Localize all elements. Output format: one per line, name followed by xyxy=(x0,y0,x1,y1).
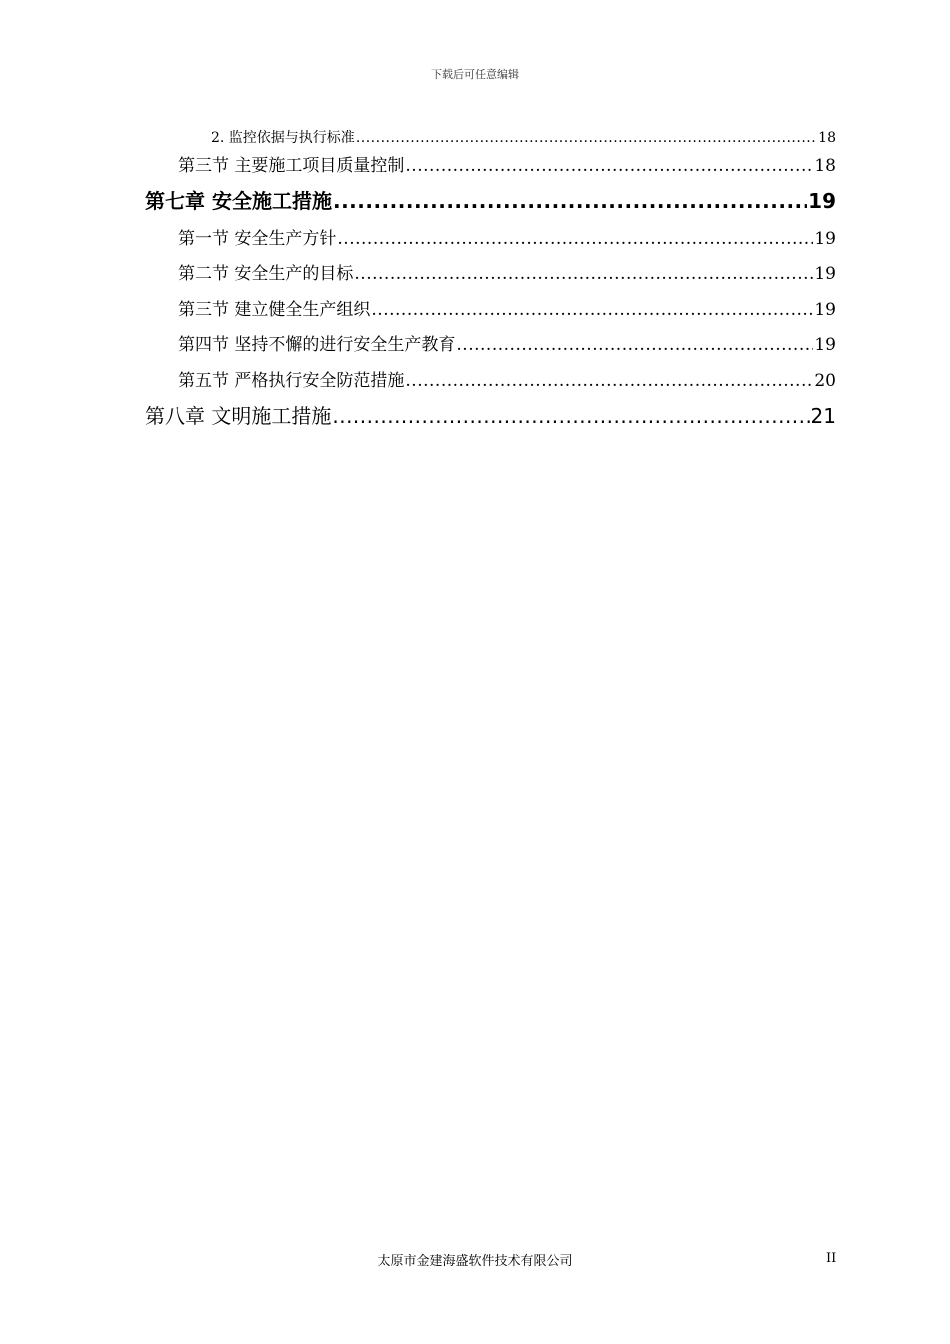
toc-entry-label: 第三节 主要施工项目质量控制 xyxy=(178,156,405,176)
dot-leader xyxy=(332,404,809,428)
toc-entry-page: 19 xyxy=(808,189,836,213)
dot-leader xyxy=(337,229,813,249)
toc-entry-page: 19 xyxy=(814,300,836,320)
dot-leader xyxy=(333,189,807,213)
toc-entry-label: 第三节 建立健全生产组织 xyxy=(178,300,371,320)
toc-entry-page: 19 xyxy=(814,229,836,249)
toc-entry-safety-policy[interactable] xyxy=(178,224,836,249)
dot-leader xyxy=(456,335,813,355)
toc-entry-safety-education[interactable] xyxy=(178,330,836,355)
toc-entry-safety-goals[interactable] xyxy=(178,259,836,284)
toc-entry-page: 18 xyxy=(818,130,836,146)
toc-entry-label: 第四节 坚持不懈的进行安全生产教育 xyxy=(178,335,456,355)
footer-page-number: II xyxy=(826,1251,837,1266)
toc-entry-page: 19 xyxy=(814,264,836,284)
toc-entry-label: 第八章 文明施工措施 xyxy=(145,404,332,428)
toc-entry-chapter-8[interactable] xyxy=(145,400,836,429)
dot-leader xyxy=(405,156,813,176)
toc-entry-safety-measures[interactable] xyxy=(178,366,836,391)
dot-leader xyxy=(356,130,817,146)
toc-entry-label: 第一节 安全生产方针 xyxy=(178,229,337,249)
toc-entry-quality-control[interactable] xyxy=(178,151,836,176)
toc-entry-monitoring-basis[interactable] xyxy=(211,127,836,147)
toc-entry-page: 18 xyxy=(814,156,836,176)
dot-leader xyxy=(405,371,813,391)
footer-company-name: 太原市金建海盛软件技术有限公司 xyxy=(377,1254,573,1269)
toc-entry-label: 第五节 严格执行安全防范措施 xyxy=(178,371,405,391)
header-note: 下载后可任意编辑 xyxy=(431,68,519,81)
toc-entry-page: 20 xyxy=(814,371,836,391)
toc-entry-label: 第二节 安全生产的目标 xyxy=(178,264,354,284)
toc-entry-label: 2. 监控依据与执行标准 xyxy=(211,130,355,146)
toc-entry-page: 19 xyxy=(814,335,836,355)
toc-entry-production-organization[interactable] xyxy=(178,295,836,320)
dot-leader xyxy=(354,264,813,284)
toc-entry-label: 第七章 安全施工措施 xyxy=(145,189,332,213)
toc-entry-page: 21 xyxy=(810,404,836,428)
dot-leader xyxy=(371,300,813,320)
toc-entry-chapter-7[interactable] xyxy=(145,185,836,214)
